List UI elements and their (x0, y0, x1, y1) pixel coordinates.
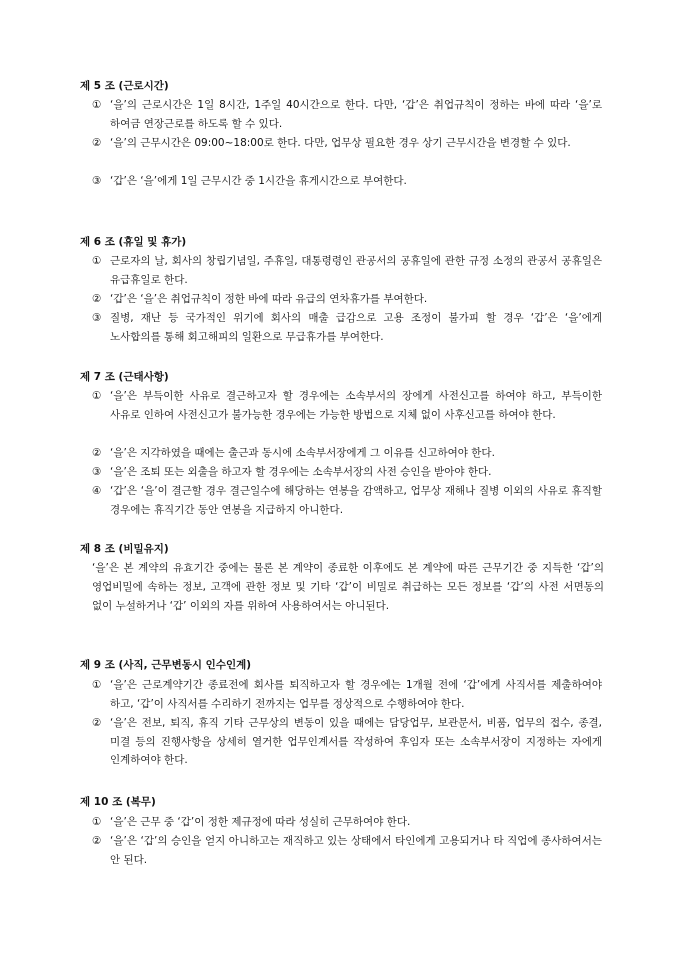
clause-number: ③ (92, 466, 102, 478)
clause-number: ② (92, 835, 102, 847)
clause-text: ‘을’은 전보, 퇴직, 휴직 기타 근무상의 변동이 있을 때에는 담당업무, 보관문서, 비품, 업무의 접수, 종결, 미결 등의 진행사항을 상세히 열거한 업무인계서를 작성하여 후임자 또는 소속부서장이 지정하는 자에게 인계하여야 한다. (110, 717, 602, 767)
clause-text: ‘갑’은 ‘을’이 결근할 경우 결근일수에 해당하는 연봉을 감액하고, 업무상 재해나 질병 이외의 사유로 휴직할 경우에는 휴직기간 동안 연봉을 지급하지 아니한다. (110, 485, 602, 516)
clause-number: ② (92, 137, 102, 149)
article-paragraph: ‘을’은 본 계약의 유효기간 중에는 물론 본 계약이 종료한 이후에도 본 계약에 따른 근무기간 중 지득한 ‘갑’의 영업비밀에 속하는 정보, 고객에 관한 정보 및 기타 ‘갑’이 비밀로 취급하는 모든 정보를 ‘갑’의 사전 서면동의 없이 누설하거나 ‘갑’ 이외의 자를 위하여 사용하여서는 아니된다. (92, 562, 604, 612)
clause-text: ‘을’의 근로시간은 1일 8시간, 1주일 40시간으로 한다. 다만, ‘갑’은 취업규칙이 정하는 바에 따라 ‘을’로 하여금 연장근로를 하도록 할 수 있다. (110, 99, 602, 130)
clause-text: ‘을’은 ‘갑’의 승인을 얻지 아니하고는 재직하고 있는 상태에서 타인에게 고용되거나 타 직업에 종사하여서는 안 된다. (110, 835, 602, 866)
article-title: 제 10 조 (복무) (80, 796, 156, 808)
clause-text: ‘을’의 근무시간은 09:00~18:00로 한다. 다만, 업무상 필요한 경우 상기 근무시간을 변경할 수 있다. (110, 137, 571, 149)
clause-number: ④ (92, 485, 102, 497)
clause-text: ‘갑’은 ‘을’은 취업규칙이 정한 바에 따라 유급의 연차휴가를 부여한다. (110, 293, 428, 305)
clause-number: ① (92, 255, 102, 267)
clause-number: ① (92, 816, 102, 828)
clause-text: ‘을’은 지각하였을 때에는 출근과 동시에 소속부서장에게 그 이유를 신고하여야 한다. (110, 447, 495, 459)
clause-number: ① (92, 679, 102, 691)
article-title: 제 6 조 (휴일 및 휴가) (80, 236, 187, 248)
clause-text: ‘을’은 부득이한 사유로 결근하고자 할 경우에는 소속부서의 장에게 사전신고를 하여야 하고, 부득이한 사유로 인하여 사전신고가 불가능한 경우에는 가능한 방법으로 지체 없이 사후신고를 하여야 한다. (110, 390, 602, 421)
clause-number: ② (92, 447, 102, 459)
clause-number: ③ (92, 312, 102, 324)
article-title: 제 7 조 (근태사항) (80, 371, 169, 383)
clause-number: ③ (92, 175, 102, 187)
clause-number: ① (92, 390, 102, 402)
clause-text: ‘을’은 조퇴 또는 외출을 하고자 할 경우에는 소속부서장의 사전 승인을 받아야 한다. (110, 466, 492, 478)
clause-text: ‘을’은 근로계약기간 종료전에 회사를 퇴직하고자 할 경우에는 1개월 전에 ‘갑’에게 사직서를 제출하여야 하고, ‘갑’이 사직서를 수리하기 전까지는 업무를 정상적으로 수행하여야 한다. (110, 679, 602, 710)
clause-number: ② (92, 717, 102, 729)
article-title: 제 9 조 (사직, 근무변동시 인수인계) (80, 659, 252, 671)
article-title: 제 8 조 (비밀유지) (80, 543, 169, 555)
clause-number: ② (92, 293, 102, 305)
article-title: 제 5 조 (근로시간) (80, 80, 169, 92)
clause-text: ‘갑’은 ‘을’에게 1일 근무시간 중 1시간을 휴게시간으로 부여한다. (110, 175, 407, 187)
clause-text: 근로자의 날, 회사의 창립기념일, 주휴일, 대통령령인 관공서의 공휴일에 관한 규정 소정의 관공서 공휴일은 유급휴일로 한다. (110, 255, 602, 286)
clause-text: ‘을’은 근무 중 ‘갑’이 정한 제규정에 따라 성실히 근무하여야 한다. (110, 816, 411, 828)
clause-number: ① (92, 99, 102, 111)
clause-text: 질병, 재난 등 국가적인 위기에 회사의 매출 급감으로 고용 조정이 불가피 할 경우 ‘갑’은 ‘을’에게 노사합의를 통해 회고해피의 일환으로 무급휴가를 부여한다. (110, 312, 602, 343)
